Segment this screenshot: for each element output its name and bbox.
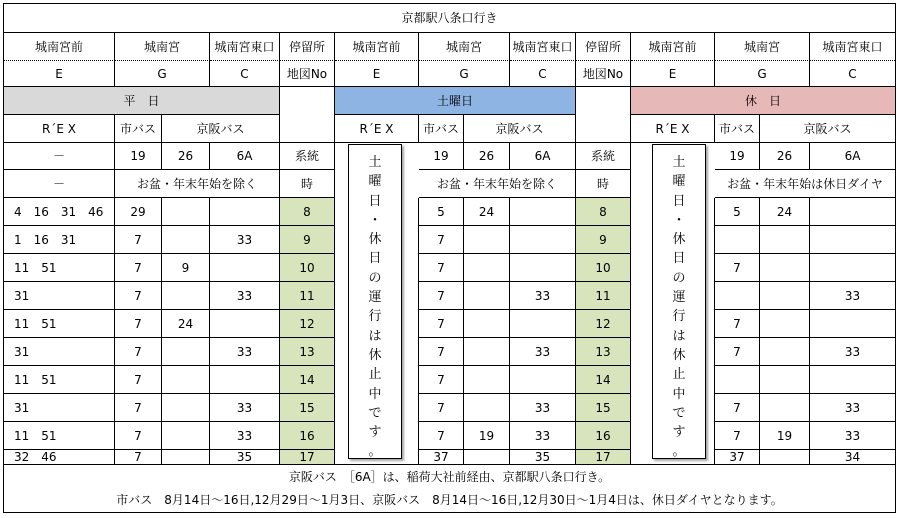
suspension-notice-char: 休 (368, 347, 382, 363)
map-code-e: E (4, 61, 115, 87)
operator-rex: R´E X (631, 115, 715, 143)
hour-cell: 12 (280, 310, 335, 338)
suspension-notice-char: 中 (672, 386, 686, 402)
operator-rex: R´E X (335, 115, 419, 143)
hour-cell: 14 (576, 366, 631, 394)
holiday-city-26-times (760, 394, 810, 422)
weekday-city-26-times (162, 338, 210, 366)
saturday-city-19-times: 37 (419, 450, 464, 464)
hour-cell: 17 (280, 450, 335, 464)
saturday-city-19-times: 7 (419, 282, 464, 310)
weekday-city-19-times: 7 (115, 226, 162, 254)
operator-keihan-bus: 京阪バス (760, 115, 895, 143)
weekday-city-19-times: 7 (115, 450, 162, 464)
weekday-city-26-times: 9 (162, 254, 210, 282)
weekday-city-19-times: 7 (115, 310, 162, 338)
suspension-notice-char: す (672, 425, 686, 441)
holiday-keihan-6a-times (810, 366, 895, 394)
suspension-notice-char: で (368, 405, 382, 421)
weekday-city-26-times (162, 366, 210, 394)
weekday-city-19-times: 7 (115, 394, 162, 422)
weekday-rex-times: 4 16 31 46 (4, 198, 115, 226)
hour-label: 時 (280, 170, 335, 198)
saturday-city-26-times (464, 394, 510, 422)
stop-label: 停留所 (280, 33, 335, 61)
holiday-city-19-times: 37 (715, 450, 760, 464)
holiday-city-26-times (760, 366, 810, 394)
hour-cell: 15 (280, 394, 335, 422)
holiday-keihan-6a-times: 33 (810, 338, 895, 366)
operator-keihan-bus: 京阪バス (464, 115, 576, 143)
footer-note-holiday-schedule: 市バス 8月14日～16日,12月29日～1月3日、京阪バス 8月14日～16日,12月30日～1月4日は、休日ダイヤとなります。 (116, 493, 783, 507)
holiday-keihan-6a-times: 33 (810, 282, 895, 310)
holiday-city-26-times (760, 310, 810, 338)
saturday-city-19-times: 7 (419, 366, 464, 394)
spacer-cell (576, 87, 631, 143)
weekday-keihan-6a-times (210, 254, 280, 282)
map-code-e: E (335, 61, 419, 87)
stop-name-jonangu: 城南宮 (715, 33, 810, 61)
holiday-keihan-6a-times: 33 (810, 422, 895, 450)
suspension-notice-char: 運 (672, 290, 686, 306)
holiday-city-19-times: 7 (715, 254, 760, 282)
map-code-g: G (419, 61, 510, 87)
map-code-e: E (631, 61, 715, 87)
saturday-city-26-times (464, 366, 510, 394)
suspension-notice-char: 休 (672, 347, 686, 363)
stop-name-jonangu: 城南宮 (115, 33, 210, 61)
suspension-notice-char: の (672, 270, 686, 286)
holiday-city-19-times: 7 (715, 422, 760, 450)
operator-rex: R´E X (4, 115, 115, 143)
map-code-c: C (510, 61, 576, 87)
operator-city-bus: 市バス (715, 115, 760, 143)
holiday-city-19-times (715, 366, 760, 394)
saturday-city-26-times (464, 254, 510, 282)
holiday-keihan-6a-times: 34 (844, 450, 861, 464)
holiday-city-26-times (760, 254, 810, 282)
route-keihan-6a: 6A (210, 143, 280, 170)
note-weekday: お盆・年末年始を除く (115, 170, 280, 198)
holiday-city-26-times (760, 338, 810, 366)
weekday-rex-times: 11 51 (4, 422, 115, 450)
suspension-notice-char: ・ (672, 212, 686, 228)
weekday-city-26-times (162, 226, 210, 254)
suspension-notice-holiday (652, 144, 706, 459)
weekday-keihan-6a-times (210, 198, 280, 226)
saturday-keihan-6a-times (510, 198, 576, 226)
weekday-rex-times: 11 51 (4, 366, 115, 394)
holiday-city-26-times: 19 (760, 422, 810, 450)
weekday-rex-times: 31 (4, 282, 115, 310)
stop-name-jonangu-mae: 城南宮前 (631, 33, 715, 61)
weekday-rex-times: 31 (4, 338, 115, 366)
weekday-keihan-6a-times: 33 (210, 422, 280, 450)
stop-name-jonangu-mae: 城南宮前 (335, 33, 419, 61)
operator-city-bus: 市バス (419, 115, 464, 143)
hour-cell: 14 (280, 366, 335, 394)
suspension-notice-char: 。 (368, 444, 382, 460)
note-rex: － (4, 170, 115, 198)
spacer-cell (280, 87, 335, 143)
stop-name-jonangu-mae: 城南宮前 (4, 33, 115, 61)
hour-label: 時 (576, 170, 631, 198)
holiday-city-26-times (760, 282, 810, 310)
route-keihan-6a: 6A (810, 143, 895, 170)
hour-cell: 16 (280, 422, 335, 450)
note-saturday: お盆・年末年始を除く (419, 170, 576, 198)
saturday-city-26-times (464, 338, 510, 366)
suspension-notice-char: の (368, 270, 382, 286)
map-code-g: G (115, 61, 210, 87)
weekday-city-19-times: 7 (115, 282, 162, 310)
stop-name-jonangu: 城南宮 (419, 33, 510, 61)
holiday-city-19-times (715, 282, 760, 310)
weekday-rex-times: 31 (4, 394, 115, 422)
hour-cell: 10 (576, 254, 631, 282)
weekday-rex-times: 11 51 (4, 254, 115, 282)
map-number-label: 地図No (576, 61, 631, 87)
hour-cell: 11 (280, 282, 335, 310)
weekday-city-19-times: 7 (115, 422, 162, 450)
saturday-keihan-6a-times: 33 (510, 282, 576, 310)
weekday-city-26-times (162, 394, 210, 422)
route-rex: － (4, 143, 115, 170)
route-city-26: 26 (760, 143, 810, 170)
saturday-city-19-times: 7 (419, 226, 464, 254)
route-city-19: 19 (419, 143, 464, 170)
saturday-keihan-6a-times (510, 226, 576, 254)
suspension-notice-char: 運 (368, 290, 382, 306)
weekday-city-26-times (162, 422, 210, 450)
holiday-city-26-times: 24 (760, 198, 810, 226)
holiday-keihan-6a-times (810, 198, 895, 226)
suspension-notice-char: ・ (368, 212, 382, 228)
suspension-notice-char: は (368, 328, 382, 344)
suspension-notice-char: 。 (672, 444, 686, 460)
weekday-city-26-times (162, 198, 210, 226)
weekday-keihan-6a-times: 33 (210, 282, 280, 310)
footer-note-6a: 京阪バス ［6A］は、稲荷大社前経由、京都駅八条口行き。 (288, 470, 611, 484)
route-city-19: 19 (115, 143, 162, 170)
route-city-19: 19 (715, 143, 760, 170)
saturday-city-19-times: 7 (419, 422, 464, 450)
map-code-c: C (810, 61, 895, 87)
saturday-keihan-6a-times: 35 (510, 450, 576, 464)
suspension-notice-char: 曜 (672, 174, 686, 190)
stop-label: 停留所 (576, 33, 631, 61)
hour-cell: 11 (576, 282, 631, 310)
saturday-keihan-6a-times (510, 310, 576, 338)
holiday-city-26-times (760, 226, 810, 254)
holiday-city-19-times: 7 (715, 338, 760, 366)
route-city-26: 26 (162, 143, 210, 170)
saturday-city-26-times (464, 282, 510, 310)
hour-cell: 15 (576, 394, 631, 422)
saturday-city-26-times: 19 (464, 422, 510, 450)
weekday-city-19-times: 7 (115, 254, 162, 282)
suspension-notice-char: 曜 (368, 174, 382, 190)
map-code-g: G (715, 61, 810, 87)
holiday-city-19-times: 5 (715, 198, 760, 226)
saturday-city-26-times (464, 310, 510, 338)
hour-cell: 8 (280, 198, 335, 226)
footer-divider (4, 464, 895, 465)
saturday-city-19-times: 7 (419, 310, 464, 338)
hour-cell: 9 (280, 226, 335, 254)
hour-cell: 16 (576, 422, 631, 450)
operator-city-bus: 市バス (115, 115, 162, 143)
day-header-saturday: 土曜日 (335, 87, 576, 115)
suspension-notice-char: は (672, 328, 686, 344)
saturday-city-19-times: 7 (419, 394, 464, 422)
suspension-notice-char: 行 (368, 309, 382, 325)
weekday-keihan-6a-times (210, 310, 280, 338)
saturday-city-19-times: 5 (419, 198, 464, 226)
timetable (3, 3, 896, 513)
note-holiday: お盆・年末年始は休日ダイヤ (715, 170, 895, 198)
suspension-notice-saturday (348, 144, 402, 459)
suspension-notice-char: 行 (672, 309, 686, 325)
operator-keihan-bus: 京阪バス (162, 115, 280, 143)
weekday-city-26-times: 24 (162, 310, 210, 338)
holiday-keihan-6a-times (810, 226, 895, 254)
saturday-keihan-6a-times (510, 254, 576, 282)
weekday-keihan-6a-times: 33 (210, 338, 280, 366)
weekday-keihan-6a-times: 35 (210, 450, 280, 464)
saturday-city-26-times (464, 226, 510, 254)
hour-cell: 12 (576, 310, 631, 338)
saturday-keihan-6a-times: 33 (510, 422, 576, 450)
weekday-city-19-times: 7 (115, 338, 162, 366)
holiday-city-19-times: 7 (715, 394, 760, 422)
holiday-city-19-times (715, 226, 760, 254)
weekday-rex-times: 32 46 (4, 450, 115, 464)
saturday-keihan-6a-times: 33 (510, 338, 576, 366)
suspension-notice-char: 休 (368, 232, 382, 248)
hour-cell: 8 (576, 198, 631, 226)
suspension-notice-char: す (368, 425, 382, 441)
weekday-city-26-times (162, 450, 210, 464)
hour-cell: 13 (576, 338, 631, 366)
weekday-keihan-6a-times: 33 (210, 226, 280, 254)
weekday-rex-times: 11 51 (4, 310, 115, 338)
saturday-city-19-times: 7 (419, 254, 464, 282)
weekday-keihan-6a-times: 33 (210, 394, 280, 422)
suspension-notice-char: 休 (672, 232, 686, 248)
holiday-keihan-6a-times: 33 (810, 394, 895, 422)
saturday-keihan-6a-times: 33 (510, 394, 576, 422)
route-label: 系統 (576, 143, 631, 170)
weekday-city-19-times: 29 (115, 198, 162, 226)
timetable-title: 京都駅八条口行き (4, 4, 895, 33)
saturday-city-19-times: 7 (419, 338, 464, 366)
suspension-notice-char: で (672, 405, 686, 421)
day-header-weekday: 平 日 (4, 87, 280, 115)
route-label: 系統 (280, 143, 335, 170)
suspension-notice-char: 日 (672, 193, 686, 209)
hour-cell: 9 (576, 226, 631, 254)
route-keihan-6a: 6A (510, 143, 576, 170)
holiday-keihan-6a-times (810, 254, 895, 282)
stop-name-jonangu-higashiguchi: 城南宮東口 (210, 33, 280, 61)
saturday-keihan-6a-times (510, 366, 576, 394)
stop-name-jonangu-higashiguchi: 城南宮東口 (510, 33, 576, 61)
saturday-city-26-times: 24 (464, 198, 510, 226)
weekday-keihan-6a-times (210, 366, 280, 394)
hour-cell: 13 (280, 338, 335, 366)
map-number-label: 地図No (280, 61, 335, 87)
suspension-notice-char: 土 (368, 155, 382, 170)
route-city-26: 26 (464, 143, 510, 170)
suspension-notice-char: 日 (368, 251, 382, 267)
weekday-city-26-times (162, 282, 210, 310)
suspension-notice-char: 止 (672, 367, 686, 383)
suspension-notice-char: 日 (368, 193, 382, 209)
day-header-holiday: 休 日 (631, 87, 895, 115)
holiday-city-19-times: 7 (715, 310, 760, 338)
hour-cell: 10 (280, 254, 335, 282)
suspension-notice-char: 日 (672, 251, 686, 267)
suspension-notice-char: 土 (672, 155, 686, 170)
saturday-city-26-times (464, 450, 510, 464)
suspension-notice-char: 止 (368, 367, 382, 383)
suspension-notice-char: 中 (368, 386, 382, 402)
holiday-keihan-6a-times (810, 310, 895, 338)
hour-cell: 17 (576, 450, 631, 464)
stop-name-jonangu-higashiguchi: 城南宮東口 (810, 33, 895, 61)
map-code-c: C (210, 61, 280, 87)
weekday-city-19-times: 7 (115, 366, 162, 394)
holiday-city-26-times (760, 450, 810, 464)
weekday-rex-times: 1 16 31 (4, 226, 115, 254)
